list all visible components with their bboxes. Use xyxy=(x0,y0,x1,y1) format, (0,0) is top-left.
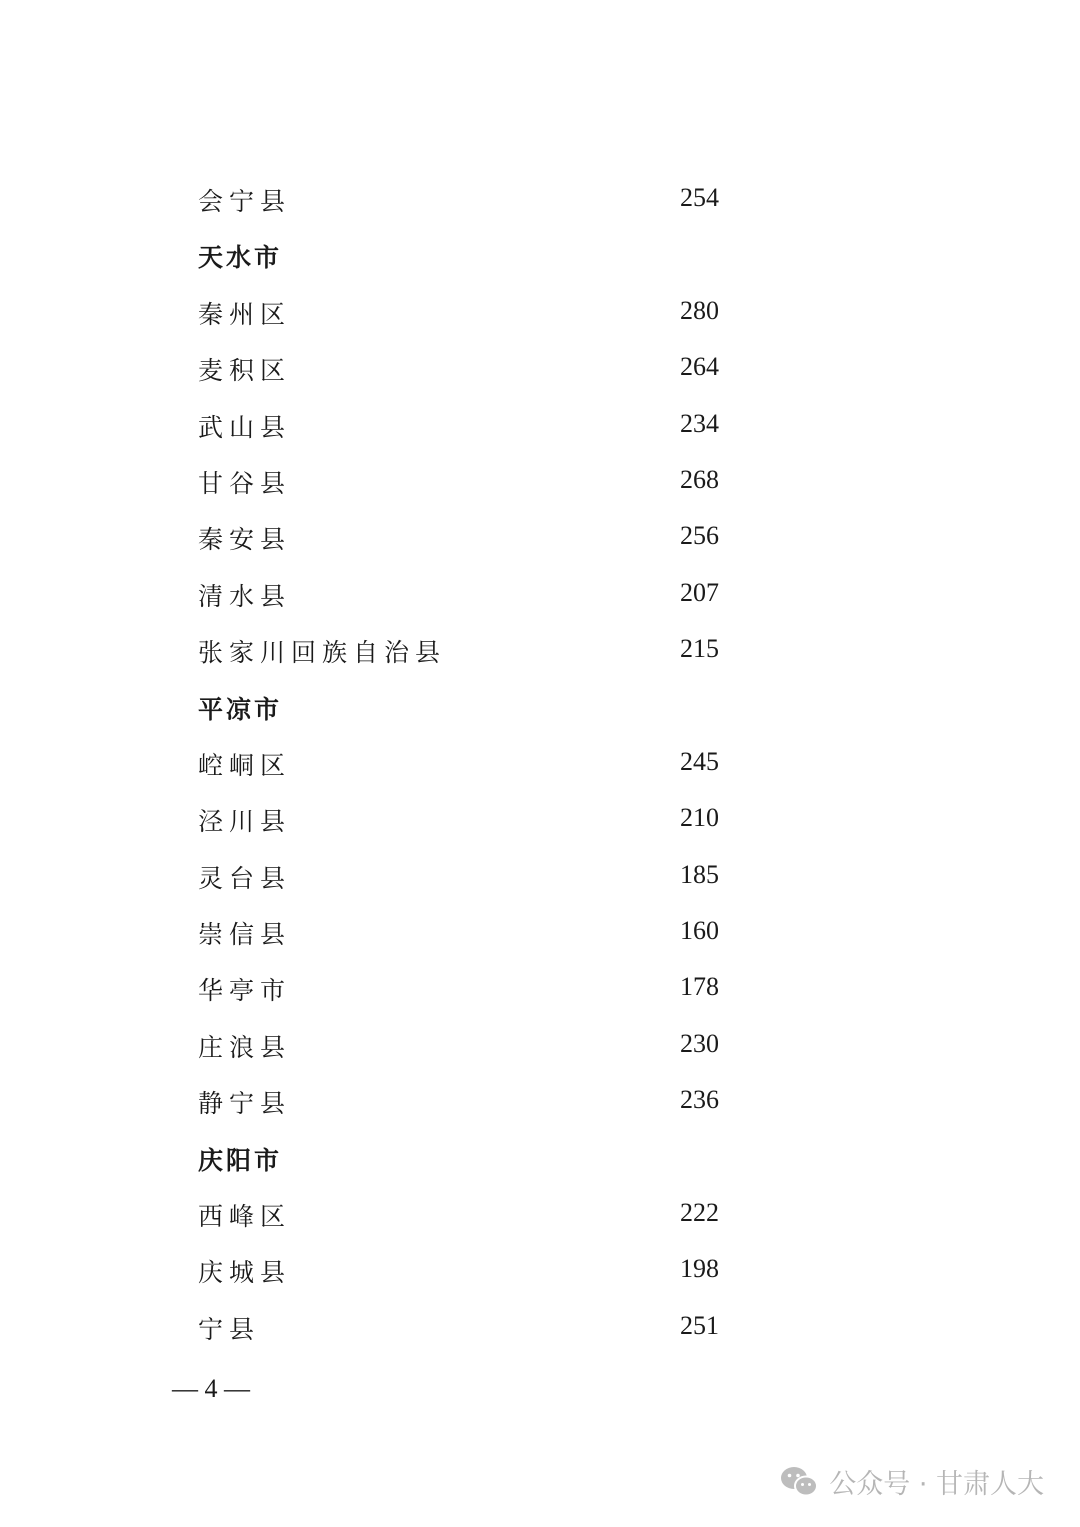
county-value: 222 xyxy=(680,1198,719,1228)
county-value: 256 xyxy=(680,521,719,551)
county-list xyxy=(198,170,758,1354)
county-value: 245 xyxy=(680,746,719,776)
county-row xyxy=(198,621,758,677)
county-name: 西峰区 xyxy=(198,1202,292,1232)
county-row xyxy=(198,790,758,846)
county-row xyxy=(198,903,758,959)
county-value: 207 xyxy=(680,577,719,607)
county-row xyxy=(198,170,758,226)
county-value: 236 xyxy=(680,1085,719,1115)
city-heading-row xyxy=(198,1129,758,1185)
county-value: 280 xyxy=(680,295,719,325)
county-row xyxy=(198,452,758,508)
county-value: 160 xyxy=(680,916,719,946)
county-name: 宁县 xyxy=(198,1314,261,1344)
county-row xyxy=(198,339,758,395)
county-name: 庄浪县 xyxy=(198,1032,292,1062)
wechat-icon xyxy=(779,1465,819,1499)
county-name: 甘谷县 xyxy=(198,468,292,498)
county-value: 178 xyxy=(680,972,719,1002)
county-row xyxy=(198,1241,758,1297)
county-name: 崆峒区 xyxy=(198,750,292,780)
county-value: 230 xyxy=(680,1028,719,1058)
county-value: 254 xyxy=(680,183,719,212)
county-row xyxy=(198,847,758,903)
county-row xyxy=(198,283,758,339)
county-value: 215 xyxy=(680,634,719,664)
county-name: 崇信县 xyxy=(198,920,292,950)
county-row xyxy=(198,396,758,452)
county-name: 华亭市 xyxy=(198,976,292,1006)
city-heading-row xyxy=(198,226,758,282)
county-name: 秦安县 xyxy=(198,525,292,555)
county-value: 268 xyxy=(680,464,719,494)
county-name: 静宁县 xyxy=(198,1089,292,1119)
city-name: 庆阳市 xyxy=(198,1145,283,1175)
page-number: — 4 — xyxy=(172,1374,250,1403)
county-row xyxy=(198,1016,758,1072)
watermark xyxy=(779,1462,1044,1501)
county-row xyxy=(198,1072,758,1128)
city-name: 天水市 xyxy=(198,243,283,273)
city-heading-row xyxy=(198,678,758,734)
city-name: 平凉市 xyxy=(198,694,283,724)
county-value: 185 xyxy=(680,859,719,889)
county-name: 灵台县 xyxy=(198,863,292,893)
county-name: 庆城县 xyxy=(198,1258,292,1288)
county-row xyxy=(198,1298,758,1354)
county-name: 清水县 xyxy=(198,581,292,611)
county-value: 264 xyxy=(680,352,719,382)
county-name: 麦积区 xyxy=(198,356,292,386)
county-value: 251 xyxy=(680,1310,719,1340)
county-value: 198 xyxy=(680,1254,719,1284)
county-name: 秦州区 xyxy=(198,299,292,329)
county-row xyxy=(198,734,758,790)
county-row xyxy=(198,1185,758,1241)
county-row xyxy=(198,508,758,564)
county-value: 210 xyxy=(680,803,719,833)
county-name: 会宁县 xyxy=(198,187,292,216)
county-name: 张家川回族自治县 xyxy=(198,638,447,668)
watermark-text: 公众号 · 甘肃人大 xyxy=(829,1469,1044,1500)
county-name: 武山县 xyxy=(198,412,292,442)
county-name: 泾川县 xyxy=(198,807,292,837)
county-row xyxy=(198,565,758,621)
county-value: 234 xyxy=(680,408,719,438)
county-row xyxy=(198,959,758,1015)
